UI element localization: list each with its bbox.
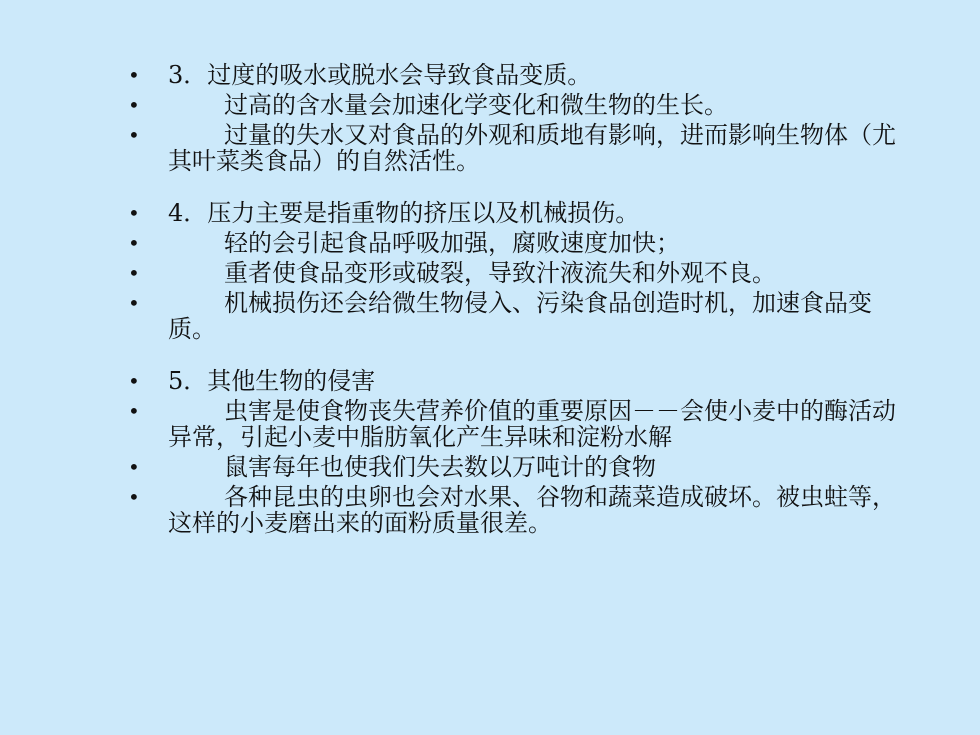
list-item-text: 鼠害每年也使我们失去数以万吨计的食物	[224, 453, 656, 481]
list-item	[128, 200, 918, 226]
list-item	[128, 484, 918, 536]
list-item	[128, 260, 918, 286]
bullet-icon: •	[128, 231, 140, 255]
bullet-icon: •	[128, 93, 140, 117]
list-item	[128, 92, 918, 118]
bullet-icon: •	[128, 291, 140, 315]
list-item	[128, 62, 918, 88]
bullet-icon: •	[128, 455, 140, 479]
list-item-text: 过高的含水量会加速化学变化和微生物的生长。	[224, 91, 728, 119]
bullet-icon: •	[128, 63, 140, 87]
bullet-icon: •	[128, 369, 140, 393]
list-item-text: 4．压力主要是指重物的挤压以及机械损伤。	[168, 199, 640, 227]
bullet-list	[128, 62, 918, 540]
bullet-icon: •	[128, 261, 140, 285]
list-item-text: 各种昆虫的虫卵也会对水果、谷物和蔬菜造成破坏。被虫蛀等，这样的小麦磨出来的面粉质量很差。	[168, 483, 896, 537]
list-item	[128, 368, 918, 394]
bullet-icon: •	[128, 485, 140, 509]
list-item-text: 过量的失水又对食品的外观和质地有影响，进而影响生物体（尤其叶菜类食品）的自然活性。	[168, 121, 896, 175]
section-gap	[128, 178, 918, 200]
list-item	[128, 454, 918, 480]
bullet-icon: •	[128, 399, 140, 423]
list-item	[128, 122, 918, 174]
bullet-icon: •	[128, 201, 140, 225]
list-item-text: 5．其他生物的侵害	[168, 367, 376, 395]
list-item	[128, 230, 918, 256]
list-item-text: 机械损伤还会给微生物侵入、污染食品创造时机，加速食品变质。	[168, 289, 872, 343]
section-gap	[128, 346, 918, 368]
list-item	[128, 290, 918, 342]
bullet-icon: •	[128, 123, 140, 147]
list-item-text: 虫害是使食物丧失营养价值的重要原因－－会使小麦中的酶活动异常，引起小麦中脂肪氧化产生异味和淀粉水解	[168, 397, 896, 451]
list-item-text: 轻的会引起食品呼吸加强，腐败速度加快；	[224, 229, 680, 257]
list-item-text: 3．过度的吸水或脱水会导致食品变质。	[168, 61, 592, 89]
list-item	[128, 398, 918, 450]
list-item-text: 重者使食品变形或破裂，导致汁液流失和外观不良。	[224, 259, 776, 287]
